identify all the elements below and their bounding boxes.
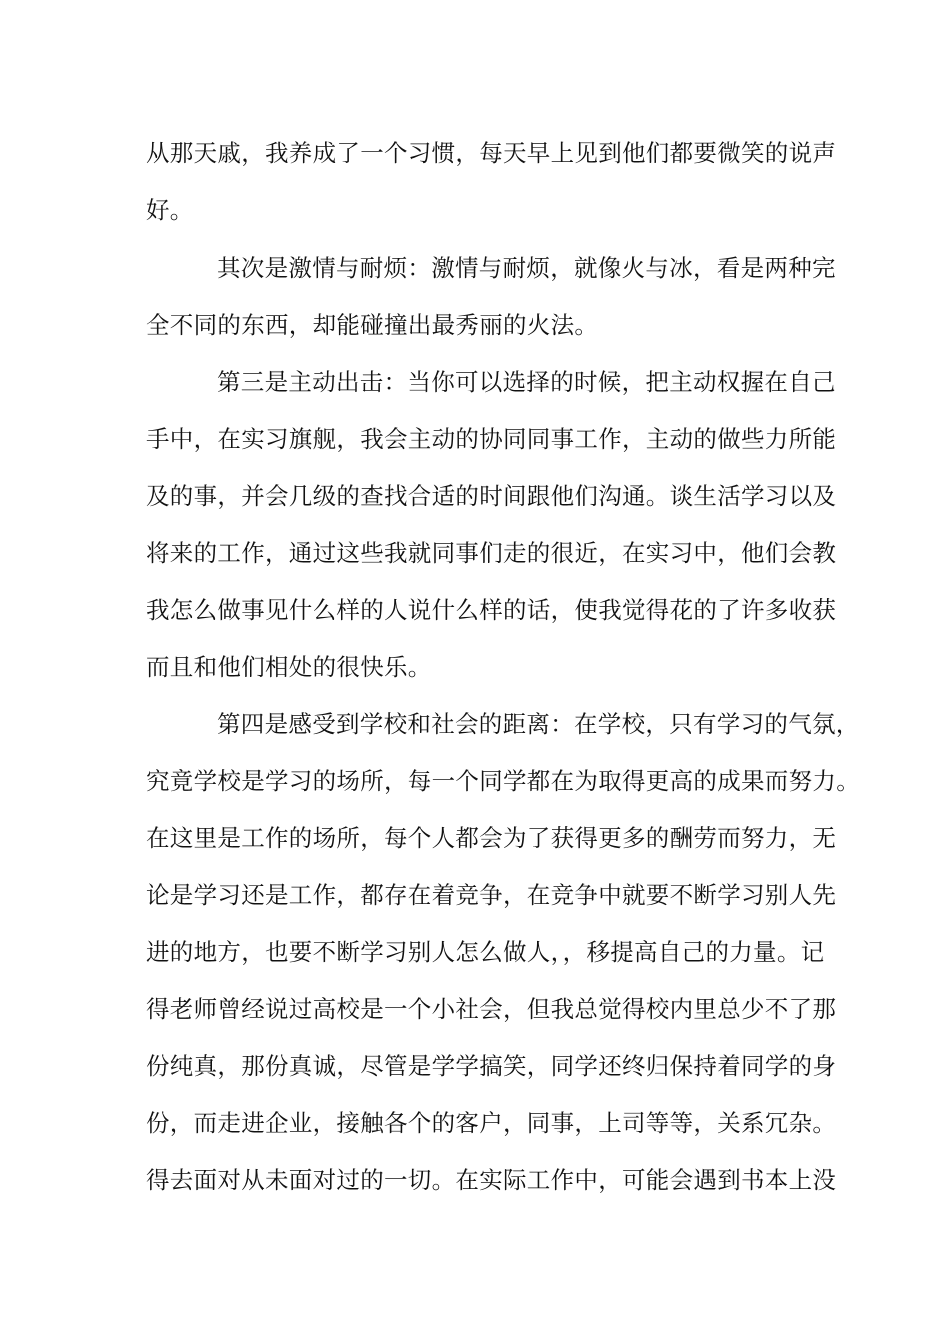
text-line-15: 进的地方，也要不断学习别人怎么做人，，移提高自己的力量。记 <box>146 938 825 966</box>
text-line-14: 论是学习还是工作，都存在着竞争，在竞争中就要不断学习别人先 <box>146 881 837 909</box>
text-line-13: 在这里是工作的场所，每个人都会为了获得更多的酬劳而努力，无 <box>146 824 837 852</box>
text-line-8: 将来的工作，通过这些我就同事们走的很近，在实习中，他们会教 <box>146 539 837 567</box>
text-line-19: 得去面对从未面对过的一切。在实际工作中，可能会遇到书本上没 <box>146 1166 837 1194</box>
paragraph-start-line-5: 第三是主动出击：当你可以选择的时候，把主动权握在自己 <box>217 368 836 396</box>
text-line-9: 我怎么做事见什么样的人说什么样的话，使我觉得花的了许多收获 <box>146 596 837 624</box>
text-line-6: 手中，在实习旗舰，我会主动的协同同事工作，主动的做些力所能 <box>146 425 837 453</box>
text-line-1: 从那天戚，我养成了一个习惯，每天早上见到他们都要微笑的说声 <box>146 139 837 167</box>
text-line-17: 份纯真，那份真诚，尽管是学学搞笑，同学还终归保持着同学的身 <box>146 1052 837 1080</box>
text-line-18: 份，而走进企业，接触各个的客户，同事，上司等等，关系冗杂。 <box>146 1109 837 1137</box>
text-line-2: 好。 <box>146 196 194 224</box>
text-line-10: 而且和他们相处的很快乐。 <box>146 653 432 681</box>
paragraph-start-line-3: 其次是激情与耐烦：激情与耐烦，就像火与冰，看是两种完 <box>217 254 836 282</box>
text-line-7: 及的事，并会几级的查找合适的时间跟他们沟通。谈生活学习以及 <box>146 482 837 510</box>
text-line-4: 全不同的东西，却能碰撞出最秀丽的火法。 <box>146 311 599 339</box>
text-line-12: 究竟学校是学习的场所，每一个同学都在为取得更高的成果而努力。 <box>146 767 860 795</box>
paragraph-start-line-11: 第四是感受到学校和社会的距离：在学校，只有学习的气氛， <box>217 710 860 738</box>
text-line-16: 得老师曾经说过高校是一个小社会，但我总觉得校内里总少不了那 <box>146 995 837 1023</box>
